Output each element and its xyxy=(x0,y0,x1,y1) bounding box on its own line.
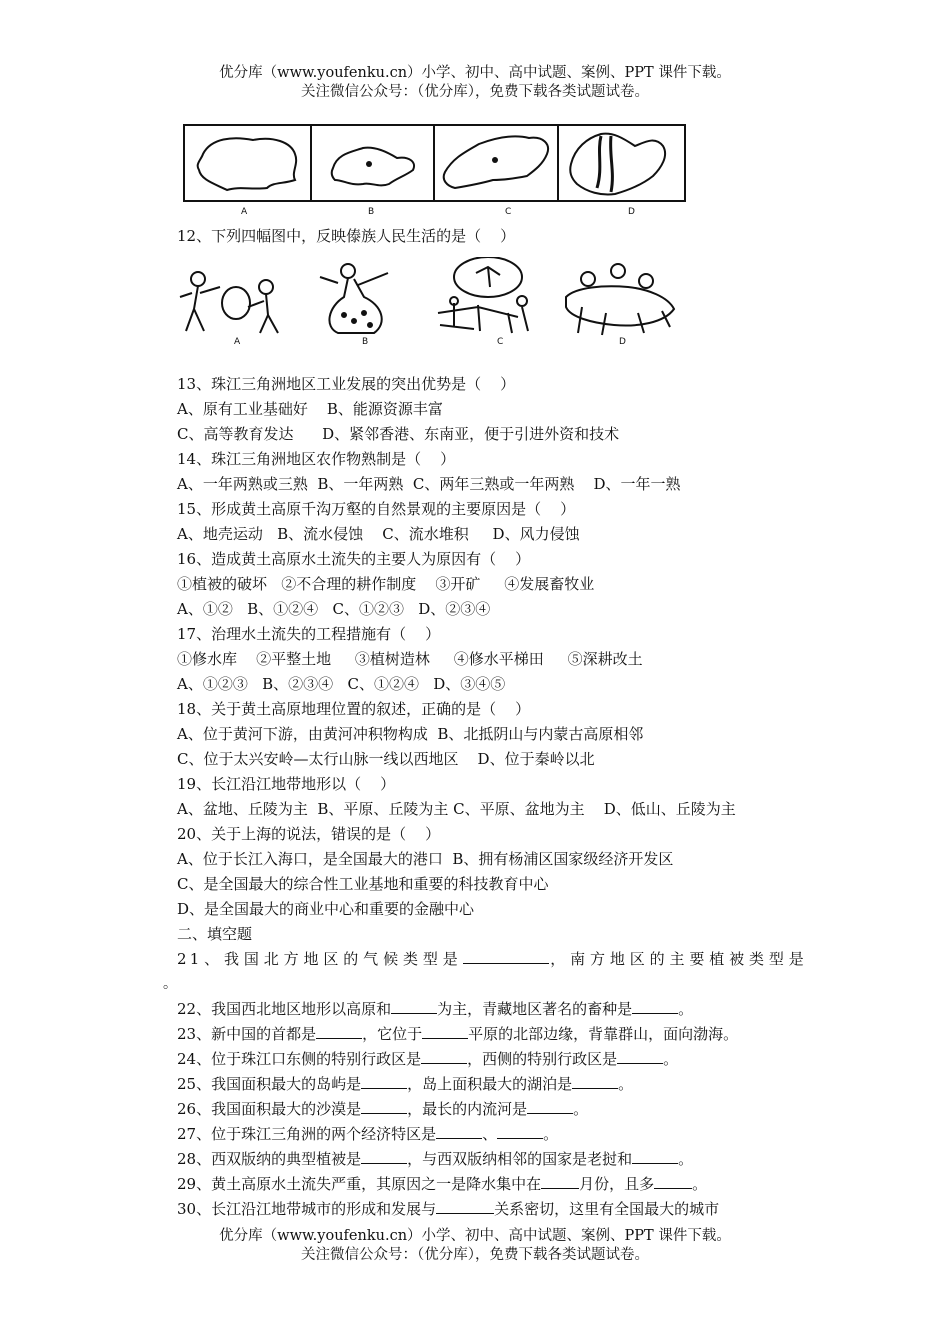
question-19-options: A、盆地、丘陵为主 B、平原、丘陵为主 C、平原、盆地为主 D、低山、丘陵为主 xyxy=(177,800,736,818)
answer-blank-21-1[interactable] xyxy=(463,949,549,964)
question-22-part-a: 22、我国西北地区地形以高原和 xyxy=(177,1000,392,1018)
question-24-part-c: 。 xyxy=(663,1050,679,1068)
map-shape-a xyxy=(198,138,297,190)
question-16-options: A、①② B、①②④ C、①②③ D、②③④ xyxy=(177,600,491,618)
answer-blank-23-1[interactable] xyxy=(316,1024,362,1039)
answer-blank-29-2[interactable] xyxy=(654,1174,692,1189)
question-24-part-b: ，西侧的特别行政区是 xyxy=(467,1050,618,1068)
question-18-options-ab: A、位于黄河下游，由黄河冲积物构成 B、北抵阴山与内蒙古高原相邻 xyxy=(177,725,644,743)
question-16: 16、造成黄土高原水土流失的主要人为原因有（ ） xyxy=(177,550,531,568)
answer-blank-26-2[interactable] xyxy=(527,1099,573,1114)
question-26-part-a: 26、我国面积最大的沙漠是 xyxy=(177,1100,362,1118)
answer-blank-24-1[interactable] xyxy=(421,1049,467,1064)
question-30-part-a: 30、长江沿江地带城市的形成和发展与 xyxy=(177,1200,437,1218)
question-23-part-b: ，它位于 xyxy=(362,1025,423,1043)
picture-d xyxy=(566,264,674,335)
picture-a xyxy=(180,272,278,333)
question-21-part-a: 21、我国北方地区的气候类型是 xyxy=(177,950,463,968)
question-14-options: A、一年两熟或三熟 B、一年两熟 C、两年三熟或一年两熟 D、一年一熟 xyxy=(177,475,681,493)
question-13-options-ab: A、原有工业基础好 B、能源资源丰富 xyxy=(177,400,443,418)
map-label-b: B xyxy=(368,207,375,217)
answer-blank-28-1[interactable] xyxy=(361,1149,407,1164)
question-17: 17、治理水土流失的工程措施有（ ） xyxy=(177,625,441,643)
question-19: 19、长江沿江地带地形以（ ） xyxy=(177,775,396,793)
question-28-part-c: 。 xyxy=(678,1150,694,1168)
question-25-part-b: ，岛上面积最大的湖泊是 xyxy=(407,1075,573,1093)
picture-c xyxy=(438,257,528,333)
answer-blank-26-1[interactable] xyxy=(361,1099,407,1114)
page-header xyxy=(0,64,950,102)
question-30 xyxy=(177,1199,719,1219)
answer-blank-23-2[interactable] xyxy=(422,1024,468,1039)
question-27-part-b: 、 xyxy=(482,1125,498,1143)
question-21 xyxy=(177,949,807,969)
answer-blank-28-2[interactable] xyxy=(632,1149,678,1164)
question-30-part-b: 关系密切，这里有全国最大的城市 xyxy=(494,1200,720,1218)
footer-line-1: 优分库（www.youfenku.cn）小学、初中、高中试题、案例、PPT 课件下载。 xyxy=(219,1228,731,1244)
answer-blank-27-1[interactable] xyxy=(436,1124,482,1139)
question-17-options: A、①②③ B、②③④ C、①②④ D、③④⑤ xyxy=(177,675,506,693)
question-14: 14、珠江三角洲地区农作物熟制是（ ） xyxy=(177,450,456,468)
question-12: 12、下列四幅图中，反映傣族人民生活的是（ ） xyxy=(177,227,516,245)
ethnic-life-drawing xyxy=(178,257,690,337)
question-22-part-b: 为主，青藏地区著名的畜种是 xyxy=(437,1000,633,1018)
map-label-d: D xyxy=(628,207,635,217)
answer-blank-22-1[interactable] xyxy=(391,999,437,1014)
page-footer xyxy=(0,1227,950,1265)
question-13: 13、珠江三角洲地区工业发展的突出优势是（ ） xyxy=(177,375,516,393)
question-29-part-c: 。 xyxy=(692,1175,708,1193)
question-28-part-b: ，与西双版纳相邻的国家是老挝和 xyxy=(407,1150,633,1168)
answer-blank-22-2[interactable] xyxy=(632,999,678,1014)
answer-blank-25-2[interactable] xyxy=(572,1074,618,1089)
footer-line-2: 关注微信公众号：（优分库），免费下载各类试题试卷。 xyxy=(301,1247,649,1263)
question-20: 20、关于上海的说法，错误的是（ ） xyxy=(177,825,441,843)
question-25 xyxy=(177,1074,633,1094)
question-15: 15、形成黄土高原千沟万壑的自然景观的主要原因是（ ） xyxy=(177,500,576,518)
question-22-part-c: 。 xyxy=(678,1000,694,1018)
question-29 xyxy=(177,1174,707,1194)
question-26-part-c: 。 xyxy=(573,1100,589,1118)
question-26 xyxy=(177,1099,588,1119)
map-label-c: C xyxy=(505,207,512,217)
question-17-items: ①修水库 ②平整土地 ③植树造林 ④修水平梯田 ⑤深耕改土 xyxy=(177,650,643,668)
question-18: 18、关于黄土高原地理位置的叙述，正确的是（ ） xyxy=(177,700,531,718)
question-20-option-c: C、是全国最大的综合性工业基地和重要的科技教育中心 xyxy=(177,875,549,893)
picture-label-b: B xyxy=(362,337,369,347)
map-label-a: A xyxy=(241,207,248,217)
header-line-1: 优分库（www.youfenku.cn）小学、初中、高中试题、案例、PPT 课件下载。 xyxy=(219,65,731,81)
answer-blank-24-2[interactable] xyxy=(617,1049,663,1064)
question-16-items: ①植被的破坏 ②不合理的耕作制度 ③开矿 ④发展畜牧业 xyxy=(177,575,595,593)
question-25-part-a: 25、我国面积最大的岛屿是 xyxy=(177,1075,362,1093)
province-maps-figure xyxy=(183,124,686,220)
question-26-part-b: ，最长的内流河是 xyxy=(407,1100,528,1118)
picture-b xyxy=(320,264,388,333)
question-27 xyxy=(177,1124,558,1144)
question-29-part-b: 月份，且多 xyxy=(579,1175,655,1193)
question-18-options-cd: C、位于太兴安岭—太行山脉一线以西地区 D、位于秦岭以北 xyxy=(177,750,595,768)
question-21-part-b: ，南方地区的主要植被类型是 xyxy=(548,950,807,968)
picture-label-a: A xyxy=(234,337,241,347)
map-shape-b xyxy=(332,148,414,186)
question-24 xyxy=(177,1049,678,1069)
question-27-part-c: 。 xyxy=(543,1125,559,1143)
question-21-end-mark: 。 xyxy=(163,976,177,992)
question-22 xyxy=(177,999,693,1019)
question-25-part-c: 。 xyxy=(618,1075,634,1093)
question-24-part-a: 24、位于珠江口东侧的特别行政区是 xyxy=(177,1050,422,1068)
answer-blank-29-1[interactable] xyxy=(541,1174,579,1189)
question-27-part-a: 27、位于珠江三角洲的两个经济特区是 xyxy=(177,1125,437,1143)
question-13-options-cd: C、高等教育发达 D、紧邻香港、东南亚，便于引进外资和技术 xyxy=(177,425,620,443)
section-fill-in-title: 二、填空题 xyxy=(177,925,253,943)
province-maps-drawing xyxy=(183,124,686,204)
map-shape-d xyxy=(570,134,665,195)
question-23 xyxy=(177,1024,738,1044)
header-line-2: 关注微信公众号：（优分库），免费下载各类试题试卷。 xyxy=(301,84,649,100)
question-23-part-c: 平原的北部边缘，背靠群山，面向渤海。 xyxy=(468,1025,739,1043)
question-20-option-d: D、是全国最大的商业中心和重要的金融中心 xyxy=(177,900,475,918)
ethnic-life-pictures xyxy=(178,257,690,353)
picture-label-d: D xyxy=(619,337,626,347)
question-20-options-ab: A、位于长江入海口，是全国最大的港口 B、拥有杨浦区国家级经济开发区 xyxy=(177,850,674,868)
answer-blank-25-1[interactable] xyxy=(361,1074,407,1089)
question-15-options: A、地壳运动 B、流水侵蚀 C、流水堆积 D、风力侵蚀 xyxy=(177,525,580,543)
picture-label-c: C xyxy=(497,337,504,347)
question-28 xyxy=(177,1149,693,1169)
question-23-part-a: 23、新中国的首都是 xyxy=(177,1025,317,1043)
question-29-part-a: 29、黄土高原水土流失严重，其原因之一是降水集中在 xyxy=(177,1175,542,1193)
question-28-part-a: 28、西双版纳的典型植被是 xyxy=(177,1150,362,1168)
answer-blank-27-2[interactable] xyxy=(497,1124,543,1139)
answer-blank-30-1[interactable] xyxy=(436,1199,494,1214)
